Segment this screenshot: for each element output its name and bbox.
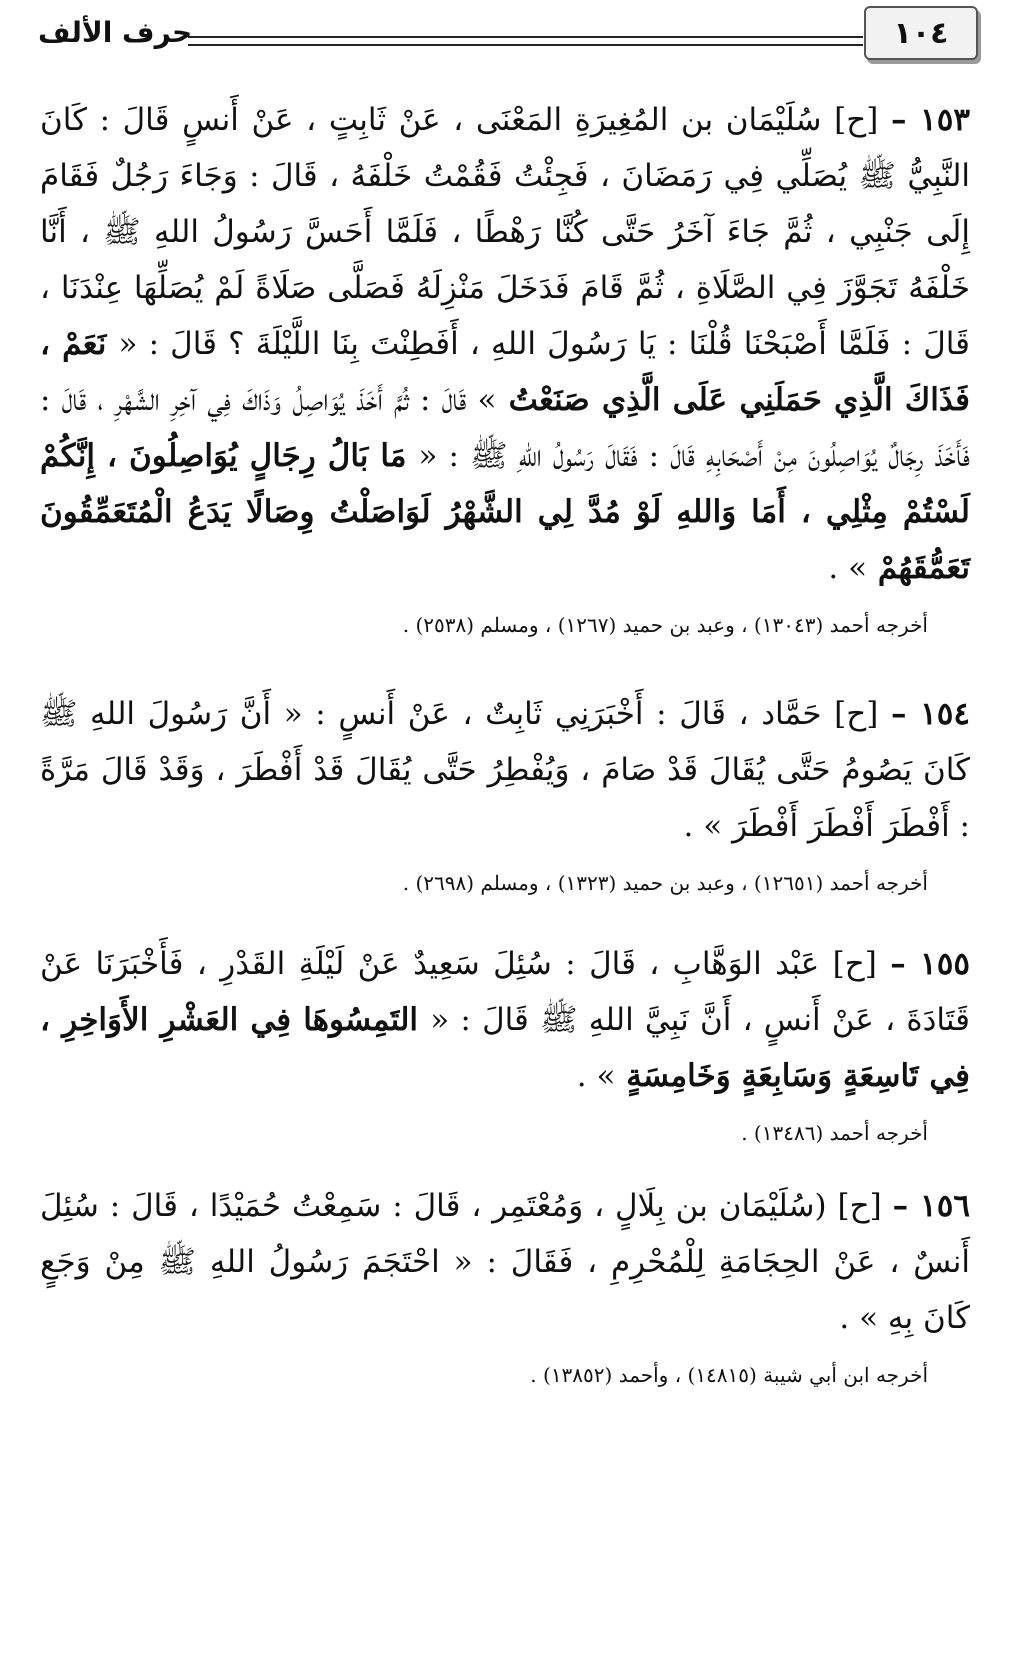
hadith-block: [40, 1178, 970, 1390]
hadith-text: [40, 936, 970, 1104]
hadith-closing: » .: [839, 1300, 879, 1336]
page-content: [40, 92, 970, 1390]
hadith-narration: [ح] سُلَيْمَان بن المُغِيرَةِ المَعْنَى ، عَنْ ثَابِتٍ ، عَنْ أَنسٍ قَالَ : كَانَ النَّبِيُّ ﷺ يُصَلِّي فِي رَمَضَانَ ، فَجِئْتُ فَقُمْتُ خَلْفَهُ ، قَالَ : وَجَاءَ رَجُلٌ فَقَامَ إِلَى جَنْبِي ، ثُمَّ جَاءَ آخَرُ حَتَّى كُنَّا رَهْطًا ، فَلَمَّا أَحَسَّ رَسُولُ اللهِ ﷺ ، أَنَّا خَلْفَهُ تَجَوَّزَ فِي الصَّلَاةِ ، ثُمَّ قَامَ فَدَخَلَ مَنْزِلَهُ فَصَلَّى صَلَاةً لَمْ يُصَلِّهَا عِنْدَنَا ، قَالَ : فَلَمَّا أَصْبَحْنَا قُلْنَا : يَا رَسُولَ اللهِ ، أَفَطِنْتَ بِنَا اللَّيْلَةَ ؟ قَالَ : «: [40, 102, 970, 362]
hadith-number: ١٥٦ –: [892, 1188, 970, 1224]
hadith-number: ١٥٤ –: [891, 696, 971, 732]
hadith-block: [40, 936, 970, 1148]
hadith-narration-continued: » قَالَ : ثُمَّ أَخَذَ يُوَاصِلُ وَذَاكَ فِي آخِرِ الشَّهْرِ ، قَالَ : فَأَخَذَ رِجَالٌ يُوَاصِلُونَ مِنْ أَصْحَابِهِ قَالَ : فَقَالَ رَسُولُ اللهِ ﷺ : «: [40, 382, 971, 474]
chapter-title: حرف الألف: [38, 16, 193, 49]
hadith-block: [40, 686, 970, 898]
hadith-narration: [ح] حَمَّاد ، قَالَ : أَخْبَرَنِي ثَابِتٌ ، عَنْ أَنسٍ : «: [283, 696, 879, 732]
hadith-quote: مَا بَالُ رِجَالٍ يُوَاصِلُونَ ، إِنَّكُمْ لَسْتُمْ مِثْلِي ، أَمَا وَاللهِ لَوْ مُدَّ لِي الشَّهْرُ لَوَاصَلْتُ وِصَالًا يَدَعُ الْمُتَعَمِّقُونَ تَعَمُّقَهُمْ: [40, 438, 970, 586]
hadith-closing: » .: [576, 1058, 616, 1094]
hadith-number: ١٥٥ –: [890, 946, 970, 982]
header-rule: [188, 36, 863, 46]
page-number: ١٠٤: [864, 6, 978, 60]
hadith-source: أخرجه أحمد (١٣٠٤٣) ، وعبد بن حميد (١٢٦٧) ، ومسلم (٢٥٣٨) .: [402, 613, 928, 637]
hadith-text: [40, 92, 970, 596]
hadith-quote: احْتَجَمَ رَسُولُ اللهِ ﷺ مِنْ وَجَعٍ كَانَ بِهِ: [40, 1244, 970, 1336]
hadith-narration: [ح] (سُلَيْمَان بن بِلَالٍ ، وَمُعْتَمِر ، قَالَ : سَمِعْتُ حُمَيْدًا ، قَالَ : سُئِلَ أَنسٌ ، عَنْ الحِجَامَةِ لِلْمُحْرِمِ ، فَقَالَ : «: [40, 1188, 970, 1280]
hadith-quote: نَعَمْ ، فَذَاكَ الَّذِي حَمَلَنِي عَلَى الَّذِي صَنَعْتُ: [40, 326, 970, 418]
page-header: [38, 6, 978, 62]
hadith-source: أخرجه ابن أبي شيبة (١٤٨١٥) ، وأحمد (١٣٨٥٢) .: [530, 1363, 928, 1387]
hadith-closing: » .: [828, 550, 868, 586]
hadith-source: أخرجه أحمد (١٢٦٥١) ، وعبد بن حميد (١٣٢٣) ، ومسلم (٢٦٩٨) .: [402, 871, 928, 895]
hadith-number: ١٥٣ –: [890, 102, 970, 138]
hadith-quote: التَمِسُوهَا فِي العَشْرِ الأَوَاخِرِ ، فِي تَاسِعَةٍ وَسَابِعَةٍ وَخَامِسَةٍ: [40, 1002, 970, 1094]
hadith-quote: أَنَّ رَسُولَ اللهِ ﷺ كَانَ يَصُومُ حَتَّى يُقَالَ قَدْ صَامَ ، وَيُفْطِرُ حَتَّى يُقَالَ قَدْ أَفْطَرَ ، وَقَدْ قَالَ مَرَّةً : أَفْطَرَ أَفْطَرَ أَفْطَرَ: [40, 696, 970, 844]
hadith-closing: » .: [683, 808, 723, 844]
hadith-block: [40, 92, 970, 640]
hadith-narration: [ح] عَبْد الوَهَّابِ ، قَالَ : سُئِلَ سَعِيدٌ عَنْ لَيْلَةِ القَدْرِ ، فَأَخْبَرَنَا عَنْ قَتَادَةَ ، عَنْ أَنسٍ ، أَنَّ نَبِيَّ اللهِ ﷺ قَالَ : «: [40, 946, 970, 1038]
hadith-source: أخرجه أحمد (١٣٤٨٦) .: [741, 1121, 928, 1145]
hadith-text: [40, 686, 970, 854]
hadith-text: [40, 1178, 970, 1346]
